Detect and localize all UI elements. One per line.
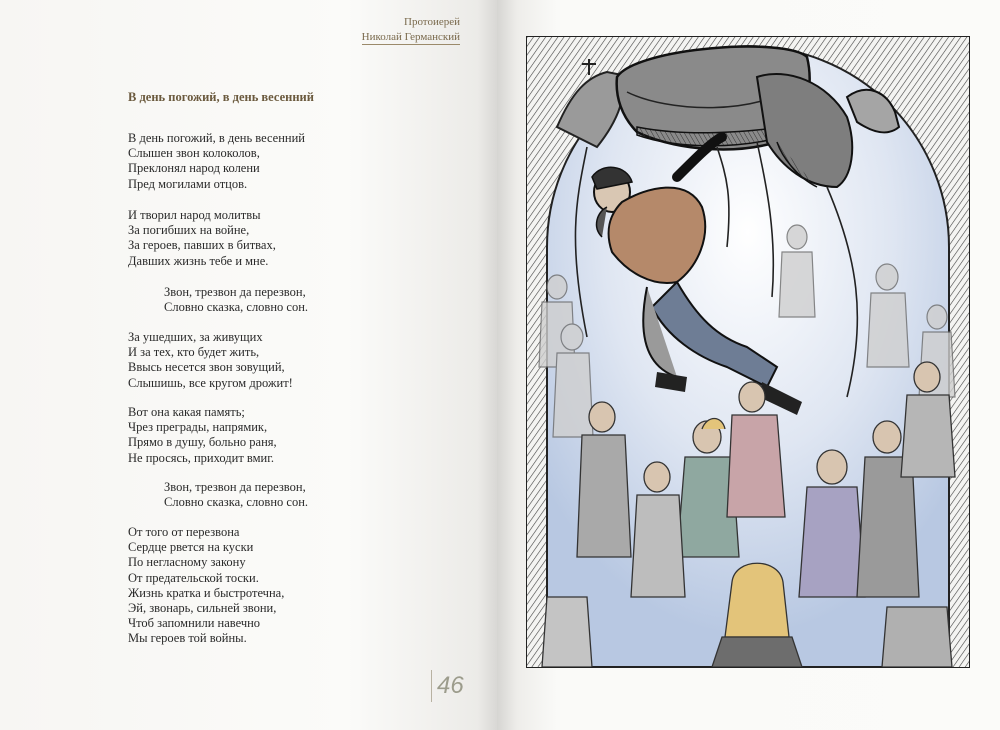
woman-scarf <box>725 563 789 637</box>
poem-line: Чтоб запомнили навечно <box>128 616 261 631</box>
stanza-1 <box>128 131 305 192</box>
refrain-1 <box>164 285 308 315</box>
poem-line: Эй, звонарь, сильней звони, <box>128 601 277 616</box>
poem-line: Слышишь, все кругом дрожит! <box>128 375 293 390</box>
poem-line: Преклонял народ колени <box>128 161 260 176</box>
author-name: Николай Германский <box>361 31 460 43</box>
page-number-block <box>437 672 464 700</box>
poem-line: Сердце рвется на куски <box>128 540 254 555</box>
poem-line: В день погожий, в день весенний <box>128 131 305 145</box>
poem-line: От предательской тоски. <box>128 570 259 585</box>
poem-line: По негласному закону <box>128 555 246 570</box>
poem-line: Словно сказка, словно сон. <box>164 300 309 315</box>
refrain-2 <box>164 480 308 510</box>
poem-line: Словно сказка, словно сон. <box>164 495 309 510</box>
page-number: 46 <box>437 672 464 699</box>
illustration-drawing <box>527 37 969 667</box>
poem-line: Пред могилами отцов. <box>128 176 248 191</box>
poem-line: За ушедших, за живущих <box>128 330 263 344</box>
poem-line: Звон, трезвон да перезвон, <box>164 480 306 494</box>
running-head <box>362 15 460 45</box>
stanza-4 <box>128 405 277 466</box>
poem-line: Звон, трезвон да перезвон, <box>164 285 306 299</box>
poem-line: Чрез преграды, напрямик, <box>128 420 268 435</box>
poem-line: Слышен звон колоколов, <box>128 146 260 161</box>
poem-line: Вот она какая память; <box>128 405 245 419</box>
poem-title: В день погожий, в день весенний <box>128 90 314 104</box>
poem-line: И творил народ молитвы <box>128 208 261 222</box>
poem-line: Прямо в душу, больно раня, <box>128 435 277 450</box>
author-title: Протоиерей <box>404 16 460 28</box>
left-page <box>0 0 497 730</box>
poem-line: Жизнь кратка и быстротечна, <box>128 585 285 600</box>
page-number-rule <box>431 670 432 702</box>
poem-line: Не просясь, приходит вмиг. <box>128 450 275 465</box>
poem-line: За героев, павших в битвах, <box>128 238 276 253</box>
poem-line: Давших жизнь тебе и мне. <box>128 253 269 268</box>
stanza-2 <box>128 208 276 269</box>
poem-line: От того от перезвона <box>128 525 240 539</box>
stanza-3 <box>128 330 293 391</box>
bell-ringer-crowd-illustration <box>526 36 970 668</box>
stanza-5 <box>128 525 284 647</box>
poem-line: И за тех, кто будет жить, <box>128 345 260 360</box>
poem-line: Мы героев той войны. <box>128 631 247 646</box>
poem-line: Ввысь несется звон зовущий, <box>128 360 285 375</box>
poem-line: За погибших на войне, <box>128 223 250 238</box>
